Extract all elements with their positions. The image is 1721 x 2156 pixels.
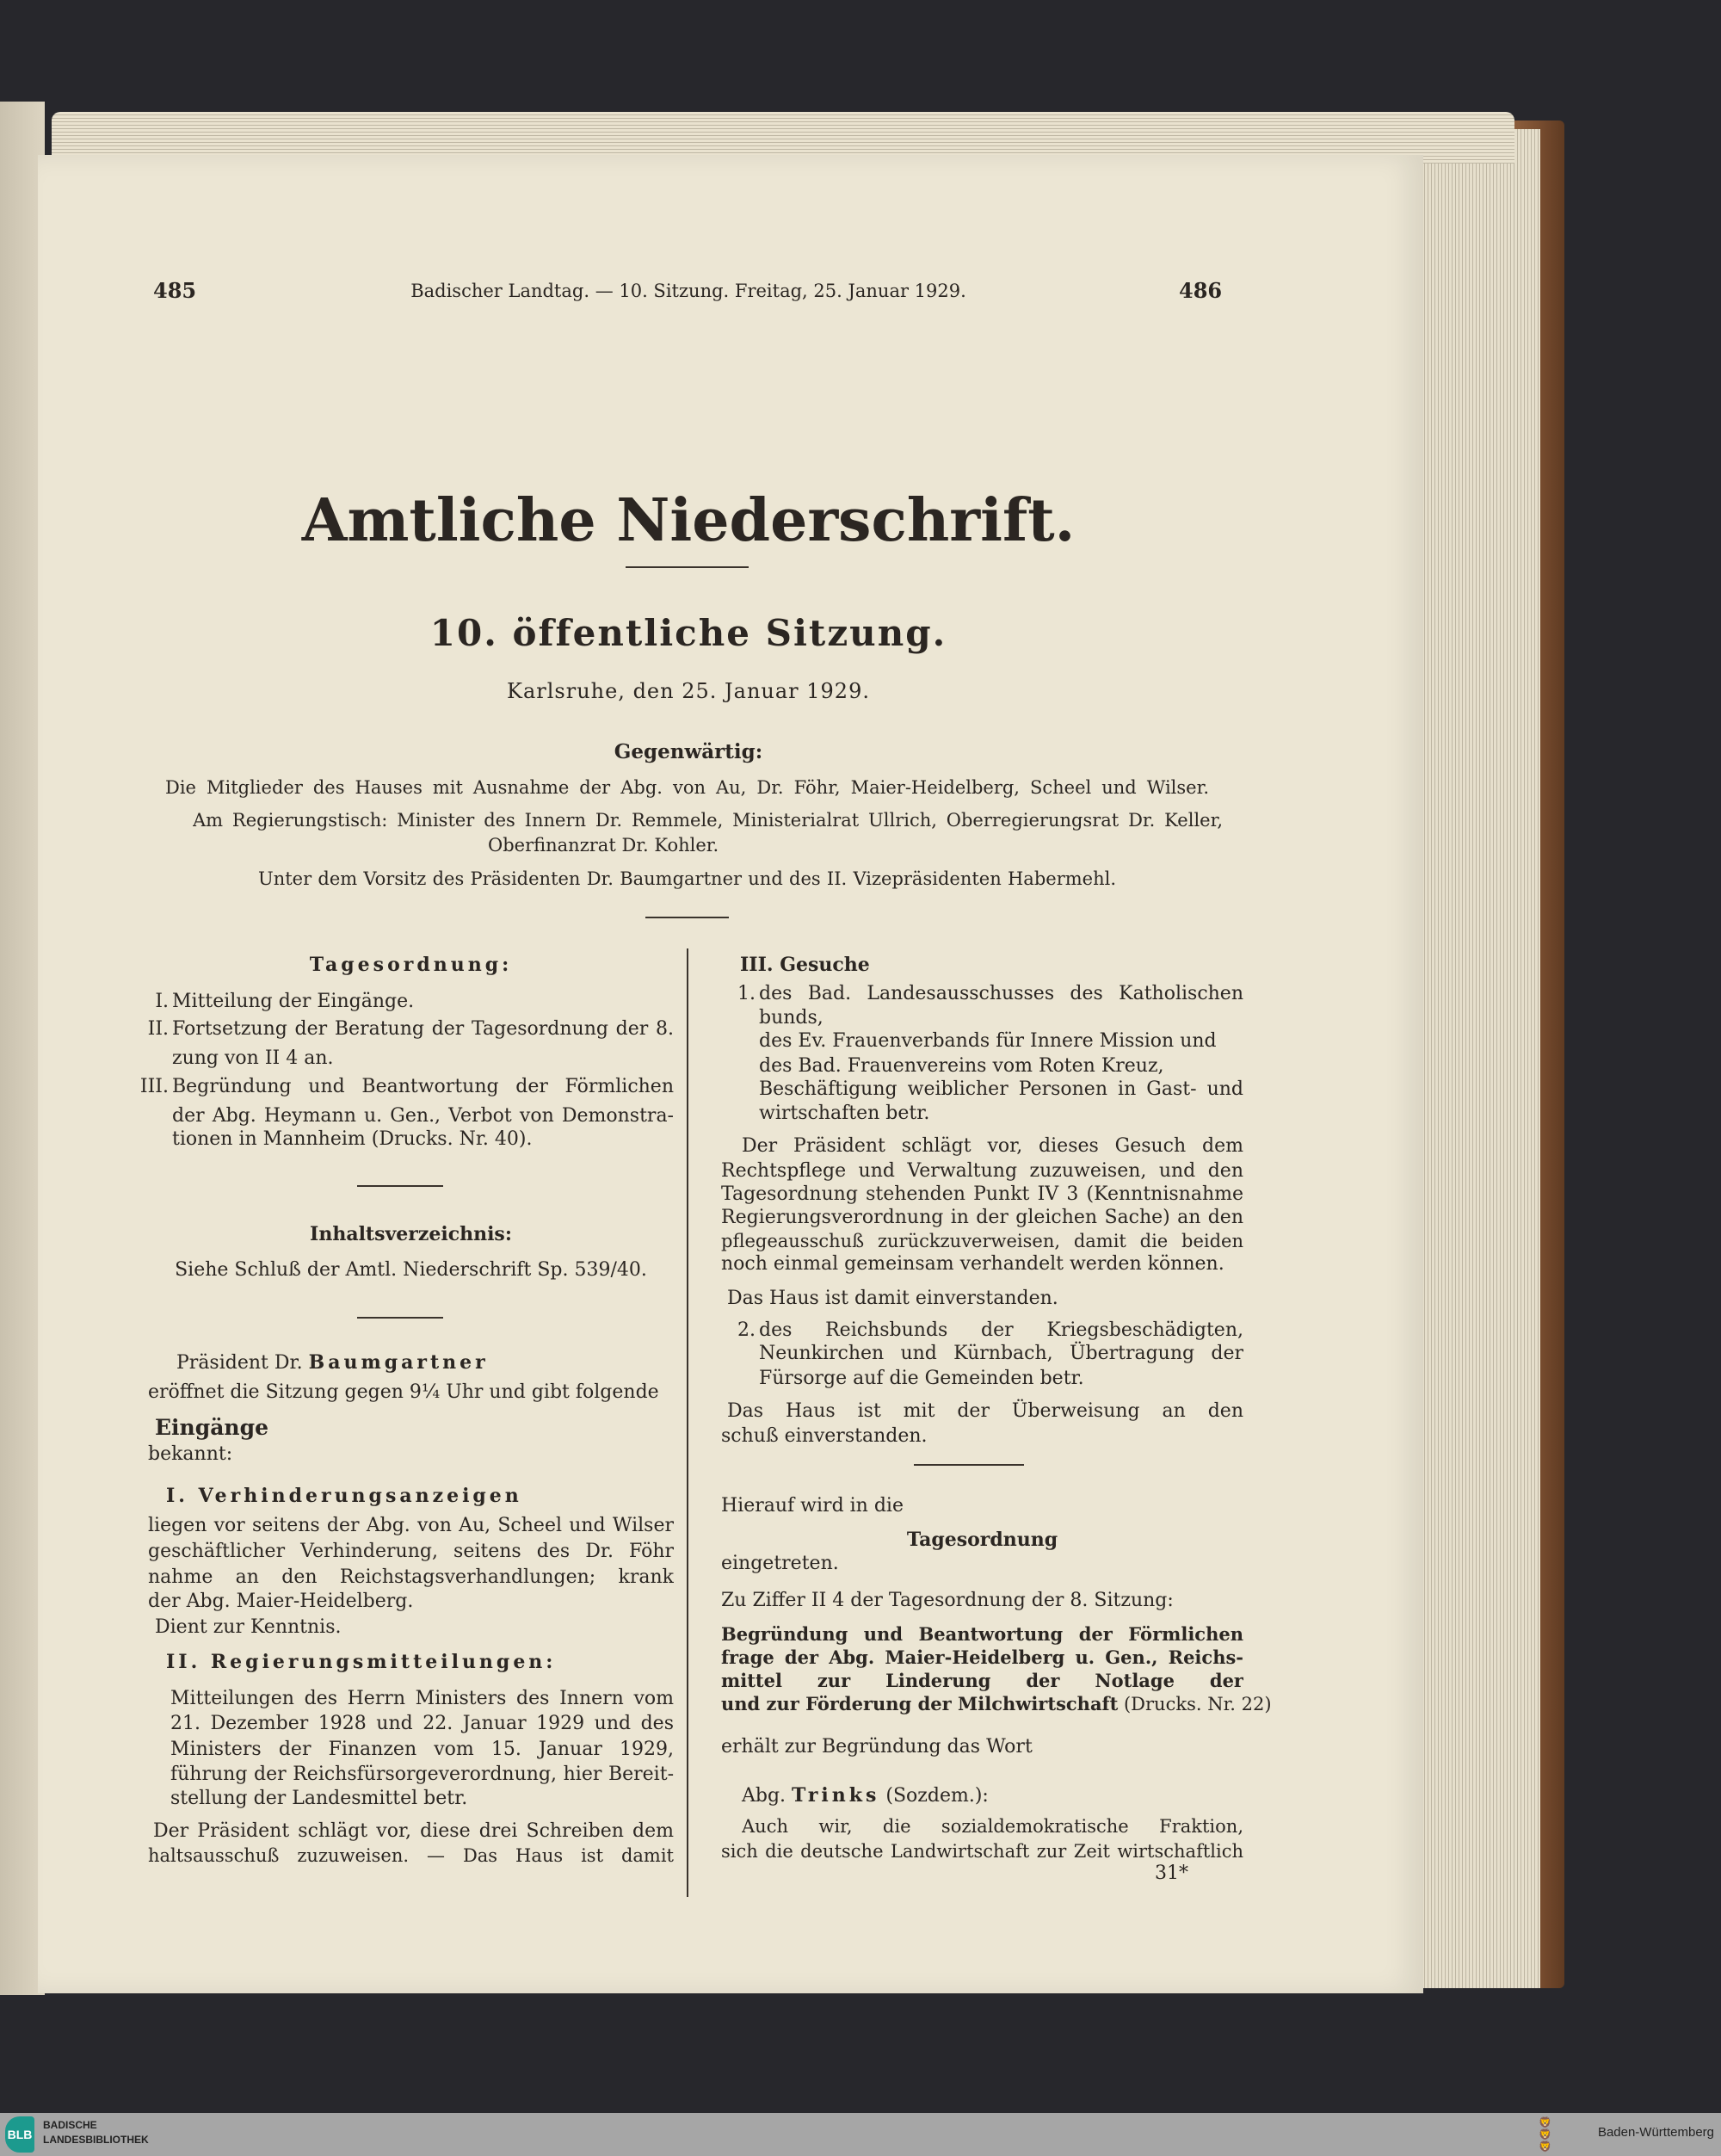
session-title: 10. öffentliche Sitzung. (429, 612, 947, 654)
document-title: Amtliche Niederschrift. (301, 486, 1076, 555)
gesuche-heading: III. Gesuche (740, 954, 870, 976)
state-name[interactable]: Baden-Württemberg (1597, 2125, 1714, 2140)
divider (357, 1185, 443, 1187)
agreement-text: schuß einverstanden. (721, 1425, 928, 1447)
section-heading: II. Regierungsmitteilungen: (166, 1651, 557, 1673)
agenda-item: zung von II 4 an. (172, 1047, 334, 1069)
inquiry-title: und zur Förderung der Milchwirtschaft (721, 1693, 1119, 1714)
inquiry-title-last (721, 1691, 1272, 1717)
petition-text: wirtschaften betr. (759, 1103, 930, 1124)
chair-line: Unter dem Vorsitz des Präsidenten Dr. Baumgartner und des II. Vizepräsidenten Habermehl. (258, 868, 1116, 889)
petition-text: Beschäftigung weiblicher Personen in Gast- und (759, 1078, 1243, 1100)
inquiry-title: Begründung und Beantwortung der Förmlichen (721, 1623, 1243, 1645)
item-number: 1. (737, 983, 756, 1004)
document-reference: (Drucks. Nr. 22) (1123, 1694, 1272, 1714)
state-coat-of-arms-icon: 🦁 🦁 🦁 (1539, 2116, 1551, 2153)
proposal-text: Der Präsident schlägt vor, dieses Gesuch dem (742, 1135, 1243, 1157)
eingaenge-heading: Eingänge (155, 1415, 268, 1440)
toc-heading: Inhaltsverzeichnis: (310, 1223, 512, 1245)
library-name[interactable] (43, 2118, 149, 2147)
president-line (176, 1350, 489, 1375)
present-heading: Gegenwärtig: (614, 740, 763, 763)
divider (645, 917, 729, 918)
bekannt: bekannt: (148, 1443, 233, 1465)
inquiry-title: frage der Abg. Maier-Heidelberg u. Gen., Reichs- (721, 1646, 1243, 1668)
agenda-number: I. (155, 991, 169, 1012)
government-line: Am Regierungstisch: Minister des Innern Dr. Remmele, Ministerialrat Ullrich, Oberregierungsrat Dr. Keller, (193, 810, 1223, 831)
agenda-item: Mitteilung der Eingänge. (172, 991, 415, 1012)
document-page (38, 155, 1423, 1993)
speech-text: Auch wir, die sozialdemokratische Fraktion, (742, 1816, 1243, 1837)
opens-line: eröffnet die Sitzung gegen 9¼ Uhr und gibt folgende (148, 1381, 659, 1403)
blb-logo[interactable]: BLB (5, 2116, 34, 2153)
government-line: Oberfinanzrat Dr. Kohler. (488, 835, 719, 856)
zu-ziffer-text: Zu Ziffer II 4 der Tagesordnung der 8. Sitzung: (721, 1590, 1174, 1611)
proposal-text: pflegeausschuß zurückzuverweisen, damit die beiden (721, 1231, 1243, 1251)
speaker-party: (Sozdem.): (885, 1785, 989, 1807)
proposal-text: Tagesordnung stehenden Punkt IV 3 (Kenntnisnahme (721, 1183, 1243, 1205)
agenda-number: II. (147, 1018, 169, 1040)
agenda-item: der Abg. Heymann u. Gen., Verbot von Demonstra- (172, 1105, 674, 1127)
page-number-right: 486 (1179, 278, 1223, 303)
item-number: 2. (737, 1319, 756, 1341)
petition-text: des Bad. Landesausschusses des Katholischen (759, 983, 1243, 1004)
section-text: der Abg. Maier-Heidelberg. (148, 1591, 414, 1612)
running-title: Badischer Landtag. — 10. Sitzung. Freitag, 25. Januar 1929. (410, 281, 966, 301)
erhaelt-text: erhält zur Begründung das Wort (721, 1736, 1033, 1758)
section-text: geschäftlicher Verhinderung, seitens des Dr. Föhr (148, 1541, 674, 1562)
president-name: Baumgartner (308, 1351, 489, 1374)
place-date: Karlsruhe, den 25. Januar 1929. (507, 679, 870, 703)
section-note: Dient zur Kenntnis. (155, 1616, 342, 1638)
present-members: Die Mitglieder des Hauses mit Ausnahme der Abg. von Au, Dr. Föhr, Maier-Heidelberg, Scheel und Wilser. (165, 777, 1209, 798)
proposal-text: Regierungsverordnung in der gleichen Sache) an den (721, 1207, 1243, 1228)
library-name-line: LANDESBIBLIOTHEK (43, 2134, 149, 2146)
section-text: liegen vor seitens der Abg. von Au, Scheel und Wilser (148, 1515, 674, 1536)
petition-text: Neunkirchen und Kürnbach, Übertragung der (759, 1343, 1243, 1364)
speaker-name: Trinks (792, 1784, 880, 1807)
section-text: nahme an den Reichstagsverhandlungen; krank (148, 1566, 674, 1588)
petition-text: des Ev. Frauenverbands für Innere Mission und (759, 1030, 1217, 1052)
column-divider (687, 948, 688, 1897)
section-note: haltsausschuß zuzuweisen. — Das Haus ist damit (148, 1845, 674, 1866)
section-text: stellung der Landesmittel betr. (170, 1788, 468, 1809)
section-text: Mitteilungen des Herrn Ministers des Innern vom (170, 1688, 674, 1709)
speaker-prefix: Abg. (742, 1785, 786, 1807)
petition-text: des Bad. Frauenvereins vom Roten Kreuz, (759, 1055, 1164, 1077)
section-text: 21. Dezember 1928 und 22. Januar 1929 und des (170, 1713, 674, 1734)
divider (914, 1464, 1024, 1466)
agenda-item: tionen in Mannheim (Drucks. Nr. 40). (172, 1128, 533, 1150)
library-name-line: BADISCHE (43, 2119, 97, 2131)
signature-mark: 31* (1155, 1863, 1188, 1884)
agenda-subheading: Tagesordnung (906, 1529, 1058, 1551)
divider (626, 566, 749, 568)
agreement-text: Das Haus ist damit einverstanden. (727, 1288, 1058, 1309)
agenda-heading: Tagesordnung: (309, 954, 513, 976)
petition-text: bunds, (759, 1007, 823, 1029)
hierauf-text: Hierauf wird in die (721, 1495, 904, 1517)
agenda-item: Fortsetzung der Beratung der Tagesordnung der 8. (172, 1018, 674, 1040)
petition-text: des Reichsbunds der Kriegsbeschädigten, (759, 1319, 1243, 1341)
section-text: Ministers der Finanzen vom 15. Januar 1929, (170, 1739, 674, 1760)
toc-text: Siehe Schluß der Amtl. Niederschrift Sp. 539/40. (175, 1259, 647, 1281)
agenda-item: Begründung und Beantwortung der Förmlichen (172, 1076, 674, 1097)
petition-text: Fürsorge auf die Gemeinden betr. (759, 1368, 1084, 1389)
agenda-number: III. (139, 1076, 169, 1097)
section-note: Der Präsident schlägt vor, diese drei Schreiben dem (153, 1820, 674, 1842)
proposal-text: Rechtspflege und Verwaltung zuzuweisen, und den (721, 1160, 1243, 1182)
section-heading: I. Verhinderungsanzeigen (166, 1485, 522, 1507)
proposal-text: noch einmal gemeinsam verhandelt werden können. (721, 1253, 1224, 1275)
page-number-left: 485 (153, 278, 197, 303)
agreement-text: Das Haus ist mit der Überweisung an den (727, 1400, 1243, 1422)
speech-text: sich die deutsche Landwirtschaft zur Zeit wirtschaftlich (721, 1841, 1243, 1862)
eingetreten-text: eingetreten. (721, 1553, 839, 1574)
section-text: führung der Reichsfürsorgeverordnung, hier Bereit- (170, 1764, 674, 1785)
footer-bar (0, 2113, 1721, 2156)
inquiry-title: mittel zur Linderung der Notlage der (721, 1670, 1243, 1691)
speaker-line (742, 1782, 989, 1808)
divider (357, 1317, 443, 1319)
president-prefix: Präsident Dr. (176, 1352, 303, 1374)
